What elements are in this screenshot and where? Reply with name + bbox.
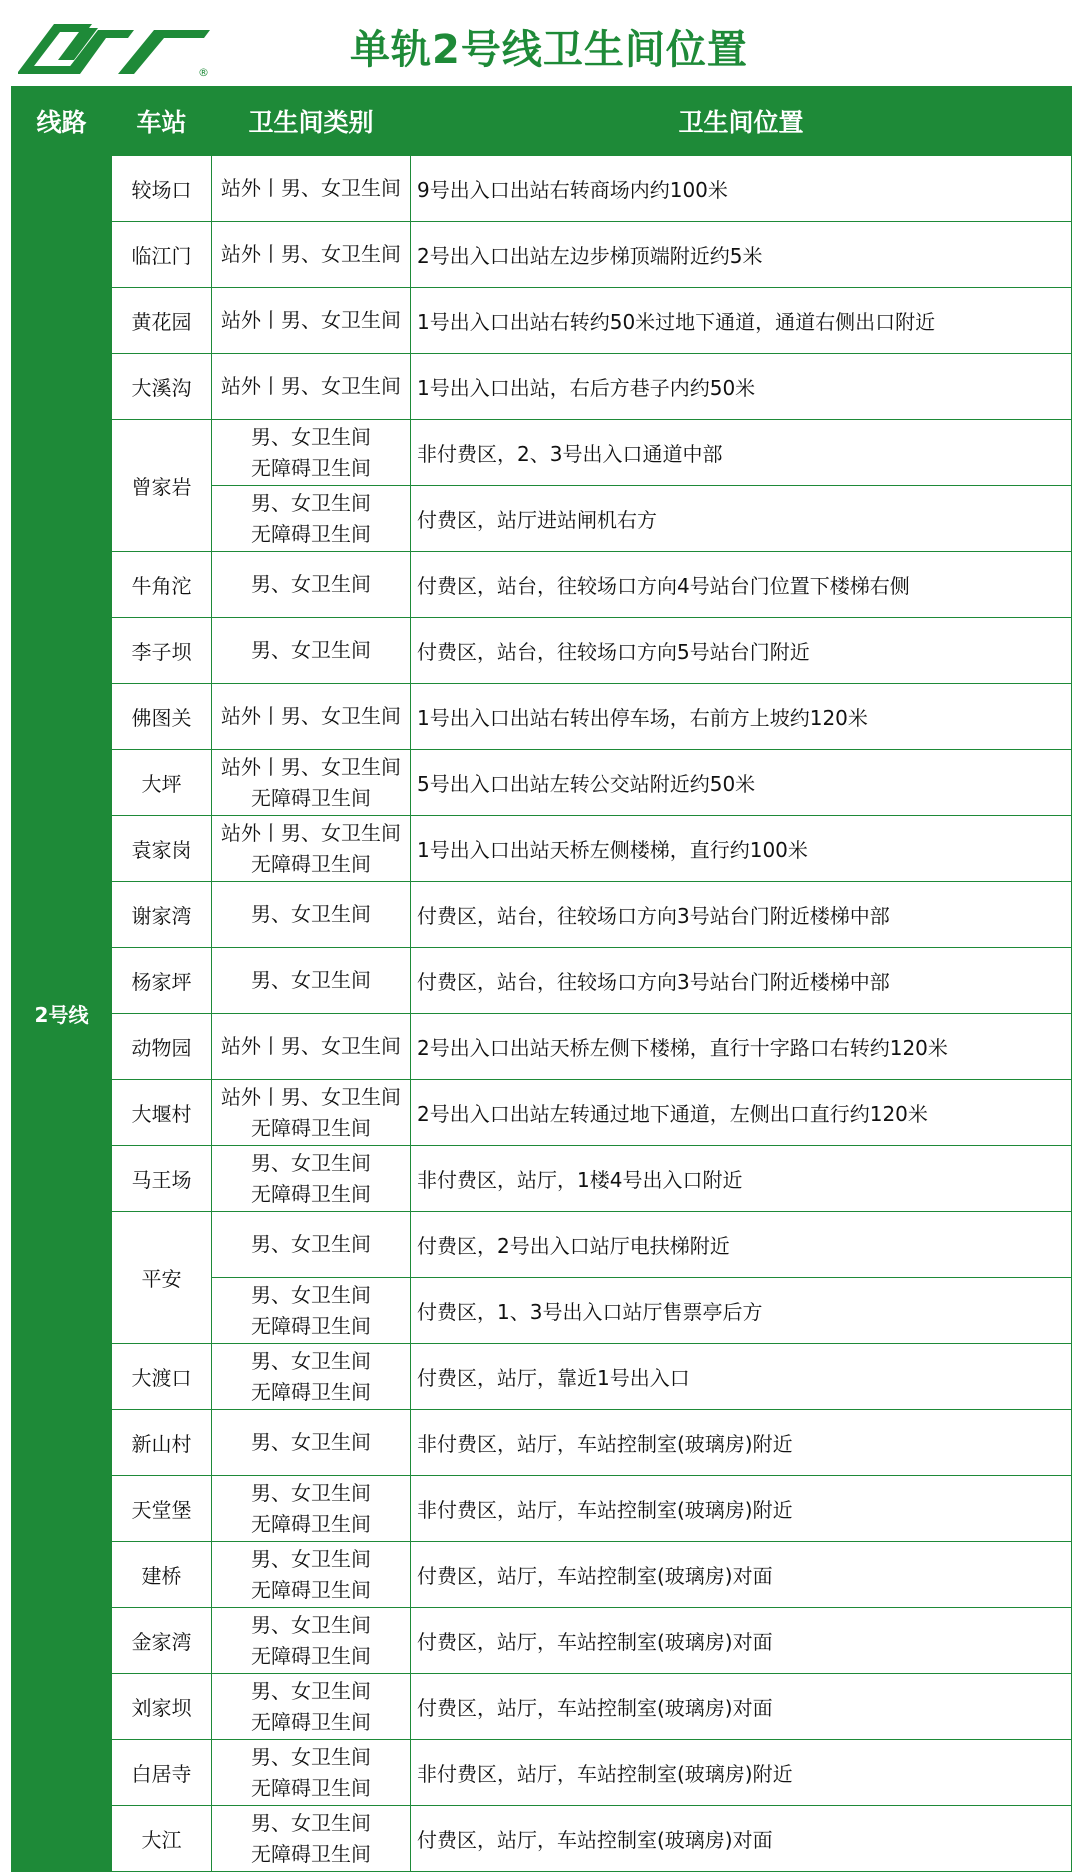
toilet-type-cell xyxy=(212,1146,411,1212)
table-row xyxy=(12,1608,1072,1674)
toilet-location-cell: 2号出入口出站天桥左侧下楼梯，直行十字路口右转约120米 xyxy=(411,1014,1072,1080)
toilet-type-line: 无障碍卫生间 xyxy=(251,1313,371,1338)
station-name-cell: 谢家湾 xyxy=(112,882,212,948)
toilet-type-line: 站外丨男、女卫生间 xyxy=(221,820,401,845)
table-row xyxy=(12,882,1072,948)
toilet-type-cell xyxy=(212,684,411,750)
toilet-location-cell: 2号出入口出站左边步梯顶端附近约5米 xyxy=(411,222,1072,288)
table-row xyxy=(12,1014,1072,1080)
column-header-type: 卫生间类别 xyxy=(212,87,411,156)
table-row xyxy=(12,222,1072,288)
station-name-cell: 牛角沱 xyxy=(112,552,212,618)
toilet-location-cell: 付费区，站台，往较场口方向3号站台门附近楼梯中部 xyxy=(411,882,1072,948)
station-name-cell: 袁家岗 xyxy=(112,816,212,882)
table-row xyxy=(12,1476,1072,1542)
toilet-type-line: 无障碍卫生间 xyxy=(251,455,371,480)
toilet-type-line: 无障碍卫生间 xyxy=(251,1181,371,1206)
toilet-type-line: 无障碍卫生间 xyxy=(251,1379,371,1404)
station-name-cell: 黄花园 xyxy=(112,288,212,354)
toilet-location-cell: 付费区，站台，往较场口方向4号站台门位置下楼梯右侧 xyxy=(411,552,1072,618)
station-name-cell: 新山村 xyxy=(112,1410,212,1476)
toilet-type-cell xyxy=(212,1542,411,1608)
toilet-type-line: 男、女卫生间 xyxy=(251,968,371,992)
toilet-type-line: 站外丨男、女卫生间 xyxy=(221,374,401,398)
station-name-cell: 大堰村 xyxy=(112,1080,212,1146)
toilet-location-cell: 2号出入口出站左转通过地下通道，左侧出口直行约120米 xyxy=(411,1080,1072,1146)
toilet-type-cell xyxy=(212,1212,411,1278)
toilet-type-cell xyxy=(212,1014,411,1080)
table-row xyxy=(12,948,1072,1014)
station-name-cell: 马王场 xyxy=(112,1146,212,1212)
toilet-type-line: 无障碍卫生间 xyxy=(251,1775,371,1800)
toilet-type-cell xyxy=(212,354,411,420)
toilet-type-cell xyxy=(212,1608,411,1674)
station-name-cell: 大江 xyxy=(112,1806,212,1872)
table-row xyxy=(12,1146,1072,1212)
toilet-type-cell xyxy=(212,750,411,816)
table-row xyxy=(12,684,1072,750)
column-header-station: 车站 xyxy=(112,87,212,156)
toilet-location-cell: 5号出入口出站左转公交站附近约50米 xyxy=(411,750,1072,816)
toilet-type-line: 无障碍卫生间 xyxy=(251,1511,371,1536)
table-row xyxy=(12,1212,1072,1278)
toilet-type-line: 男、女卫生间 xyxy=(251,1480,371,1505)
station-name-cell: 大渡口 xyxy=(112,1344,212,1410)
station-name-cell: 佛图关 xyxy=(112,684,212,750)
station-name-cell: 大坪 xyxy=(112,750,212,816)
station-name-cell: 曾家岩 xyxy=(112,420,212,552)
toilet-type-line: 无障碍卫生间 xyxy=(251,1643,371,1668)
toilet-type-line: 男、女卫生间 xyxy=(251,638,371,662)
toilet-type-line: 无障碍卫生间 xyxy=(251,1577,371,1602)
toilet-type-line: 站外丨男、女卫生间 xyxy=(221,1084,401,1109)
toilet-type-line: 男、女卫生间 xyxy=(251,902,371,926)
toilet-type-line: 无障碍卫生间 xyxy=(251,1709,371,1734)
toilet-location-cell: 非付费区，站厅，车站控制室(玻璃房)附近 xyxy=(411,1740,1072,1806)
table-header-row xyxy=(12,87,1072,156)
toilet-location-cell: 1号出入口出站右转出停车场，右前方上坡约120米 xyxy=(411,684,1072,750)
table-row xyxy=(12,552,1072,618)
toilet-type-line: 站外丨男、女卫生间 xyxy=(221,176,401,200)
toilet-location-cell: 付费区，站厅，车站控制室(玻璃房)对面 xyxy=(411,1674,1072,1740)
toilet-type-line: 男、女卫生间 xyxy=(251,1150,371,1175)
toilet-type-cell xyxy=(212,1476,411,1542)
toilet-type-cell xyxy=(212,816,411,882)
toilet-type-line: 无障碍卫生间 xyxy=(251,521,371,546)
toilet-type-line: 站外丨男、女卫生间 xyxy=(221,704,401,728)
toilet-type-line: 男、女卫生间 xyxy=(251,1430,371,1454)
station-name-cell: 白居寺 xyxy=(112,1740,212,1806)
toilet-location-cell: 付费区，站厅进站闸机右方 xyxy=(411,486,1072,552)
station-name-cell: 杨家坪 xyxy=(112,948,212,1014)
table-row xyxy=(12,354,1072,420)
table-row xyxy=(12,156,1072,222)
toilet-location-cell: 非付费区，站厅，车站控制室(玻璃房)附近 xyxy=(411,1410,1072,1476)
station-name-cell: 较场口 xyxy=(112,156,212,222)
table-row xyxy=(12,1080,1072,1146)
toilet-type-cell xyxy=(212,486,411,552)
toilet-type-cell xyxy=(212,1410,411,1476)
toilet-location-cell: 9号出入口出站右转商场内约100米 xyxy=(411,156,1072,222)
toilet-location-cell: 付费区，站厅，车站控制室(玻璃房)对面 xyxy=(411,1542,1072,1608)
toilet-type-cell xyxy=(212,1674,411,1740)
toilet-location-cell: 付费区，站厅，靠近1号出入口 xyxy=(411,1344,1072,1410)
registered-mark: ® xyxy=(198,66,209,79)
toilet-type-cell xyxy=(212,1344,411,1410)
toilet-type-cell xyxy=(212,1740,411,1806)
station-name-cell: 天堂堡 xyxy=(112,1476,212,1542)
toilet-location-cell: 付费区，站台，往较场口方向3号站台门附近楼梯中部 xyxy=(411,948,1072,1014)
toilet-type-line: 男、女卫生间 xyxy=(251,1348,371,1373)
table-row xyxy=(12,750,1072,816)
table-row xyxy=(12,1410,1072,1476)
toilet-location-cell: 付费区，2号出入口站厅电扶梯附近 xyxy=(411,1212,1072,1278)
table-row xyxy=(12,1806,1072,1872)
table-row xyxy=(12,420,1072,486)
toilet-type-line: 站外丨男、女卫生间 xyxy=(221,308,401,332)
column-header-line: 线路 xyxy=(12,87,112,156)
station-name-cell: 动物园 xyxy=(112,1014,212,1080)
station-name-cell: 刘家坝 xyxy=(112,1674,212,1740)
toilet-type-line: 男、女卫生间 xyxy=(251,424,371,449)
station-name-cell: 李子坝 xyxy=(112,618,212,684)
toilet-location-cell: 非付费区，2、3号出入口通道中部 xyxy=(411,420,1072,486)
table-row xyxy=(12,1344,1072,1410)
toilet-type-line: 男、女卫生间 xyxy=(251,490,371,515)
toilet-type-line: 男、女卫生间 xyxy=(251,1282,371,1307)
toilet-location-cell: 1号出入口出站右转约50米过地下通道，通道右侧出口附近 xyxy=(411,288,1072,354)
toilet-location-cell: 付费区，站厅，车站控制室(玻璃房)对面 xyxy=(411,1806,1072,1872)
table-row xyxy=(12,1740,1072,1806)
toilet-type-line: 站外丨男、女卫生间 xyxy=(221,1034,401,1058)
toilet-type-line: 男、女卫生间 xyxy=(251,1678,371,1703)
toilet-type-line: 男、女卫生间 xyxy=(251,572,371,596)
toilet-location-cell: 付费区，站厅，车站控制室(玻璃房)对面 xyxy=(411,1608,1072,1674)
toilet-type-cell xyxy=(212,1278,411,1344)
toilet-location-cell: 非付费区，站厅，车站控制室(玻璃房)附近 xyxy=(411,1476,1072,1542)
toilet-type-line: 无障碍卫生间 xyxy=(251,785,371,810)
toilet-type-cell xyxy=(212,618,411,684)
toilet-location-cell: 1号出入口出站，右后方巷子内约50米 xyxy=(411,354,1072,420)
toilet-type-cell xyxy=(212,948,411,1014)
toilet-type-line: 男、女卫生间 xyxy=(251,1810,371,1835)
toilet-location-cell: 1号出入口出站天桥左侧楼梯，直行约100米 xyxy=(411,816,1072,882)
page-title: 单轨2号线卫生间位置 xyxy=(350,27,748,73)
header xyxy=(0,0,1080,86)
station-name-cell: 临江门 xyxy=(112,222,212,288)
station-name-cell: 建桥 xyxy=(112,1542,212,1608)
toilet-type-cell xyxy=(212,156,411,222)
column-header-location: 卫生间位置 xyxy=(411,87,1072,156)
toilet-type-line: 男、女卫生间 xyxy=(251,1232,371,1256)
toilet-location-cell: 非付费区，站厅，1楼4号出入口附近 xyxy=(411,1146,1072,1212)
table-row xyxy=(12,1674,1072,1740)
cqrt-logo-icon xyxy=(14,16,214,82)
toilet-type-cell xyxy=(212,222,411,288)
station-name-cell: 金家湾 xyxy=(112,1608,212,1674)
toilet-type-cell xyxy=(212,1806,411,1872)
toilet-location-cell: 付费区，1、3号出入口站厅售票亭后方 xyxy=(411,1278,1072,1344)
table-row xyxy=(12,816,1072,882)
toilet-type-line: 站外丨男、女卫生间 xyxy=(221,754,401,779)
table-row xyxy=(12,618,1072,684)
toilet-type-cell xyxy=(212,420,411,486)
line-name-cell: 2号线 xyxy=(12,156,112,1872)
table-row xyxy=(12,288,1072,354)
toilet-type-line: 男、女卫生间 xyxy=(251,1546,371,1571)
toilet-location-table xyxy=(11,86,1072,1872)
toilet-type-line: 站外丨男、女卫生间 xyxy=(221,242,401,266)
toilet-type-line: 无障碍卫生间 xyxy=(251,1115,371,1140)
table-row xyxy=(12,1542,1072,1608)
toilet-type-line: 男、女卫生间 xyxy=(251,1612,371,1637)
toilet-type-cell xyxy=(212,1080,411,1146)
table-body xyxy=(12,156,1072,1872)
toilet-type-line: 无障碍卫生间 xyxy=(251,851,371,876)
station-name-cell: 平安 xyxy=(112,1212,212,1344)
toilet-location-cell: 付费区，站台，往较场口方向5号站台门附近 xyxy=(411,618,1072,684)
toilet-type-line: 无障碍卫生间 xyxy=(251,1841,371,1866)
station-name-cell: 大溪沟 xyxy=(112,354,212,420)
toilet-type-cell xyxy=(212,552,411,618)
toilet-type-cell xyxy=(212,288,411,354)
toilet-type-line: 男、女卫生间 xyxy=(251,1744,371,1769)
toilet-type-cell xyxy=(212,882,411,948)
